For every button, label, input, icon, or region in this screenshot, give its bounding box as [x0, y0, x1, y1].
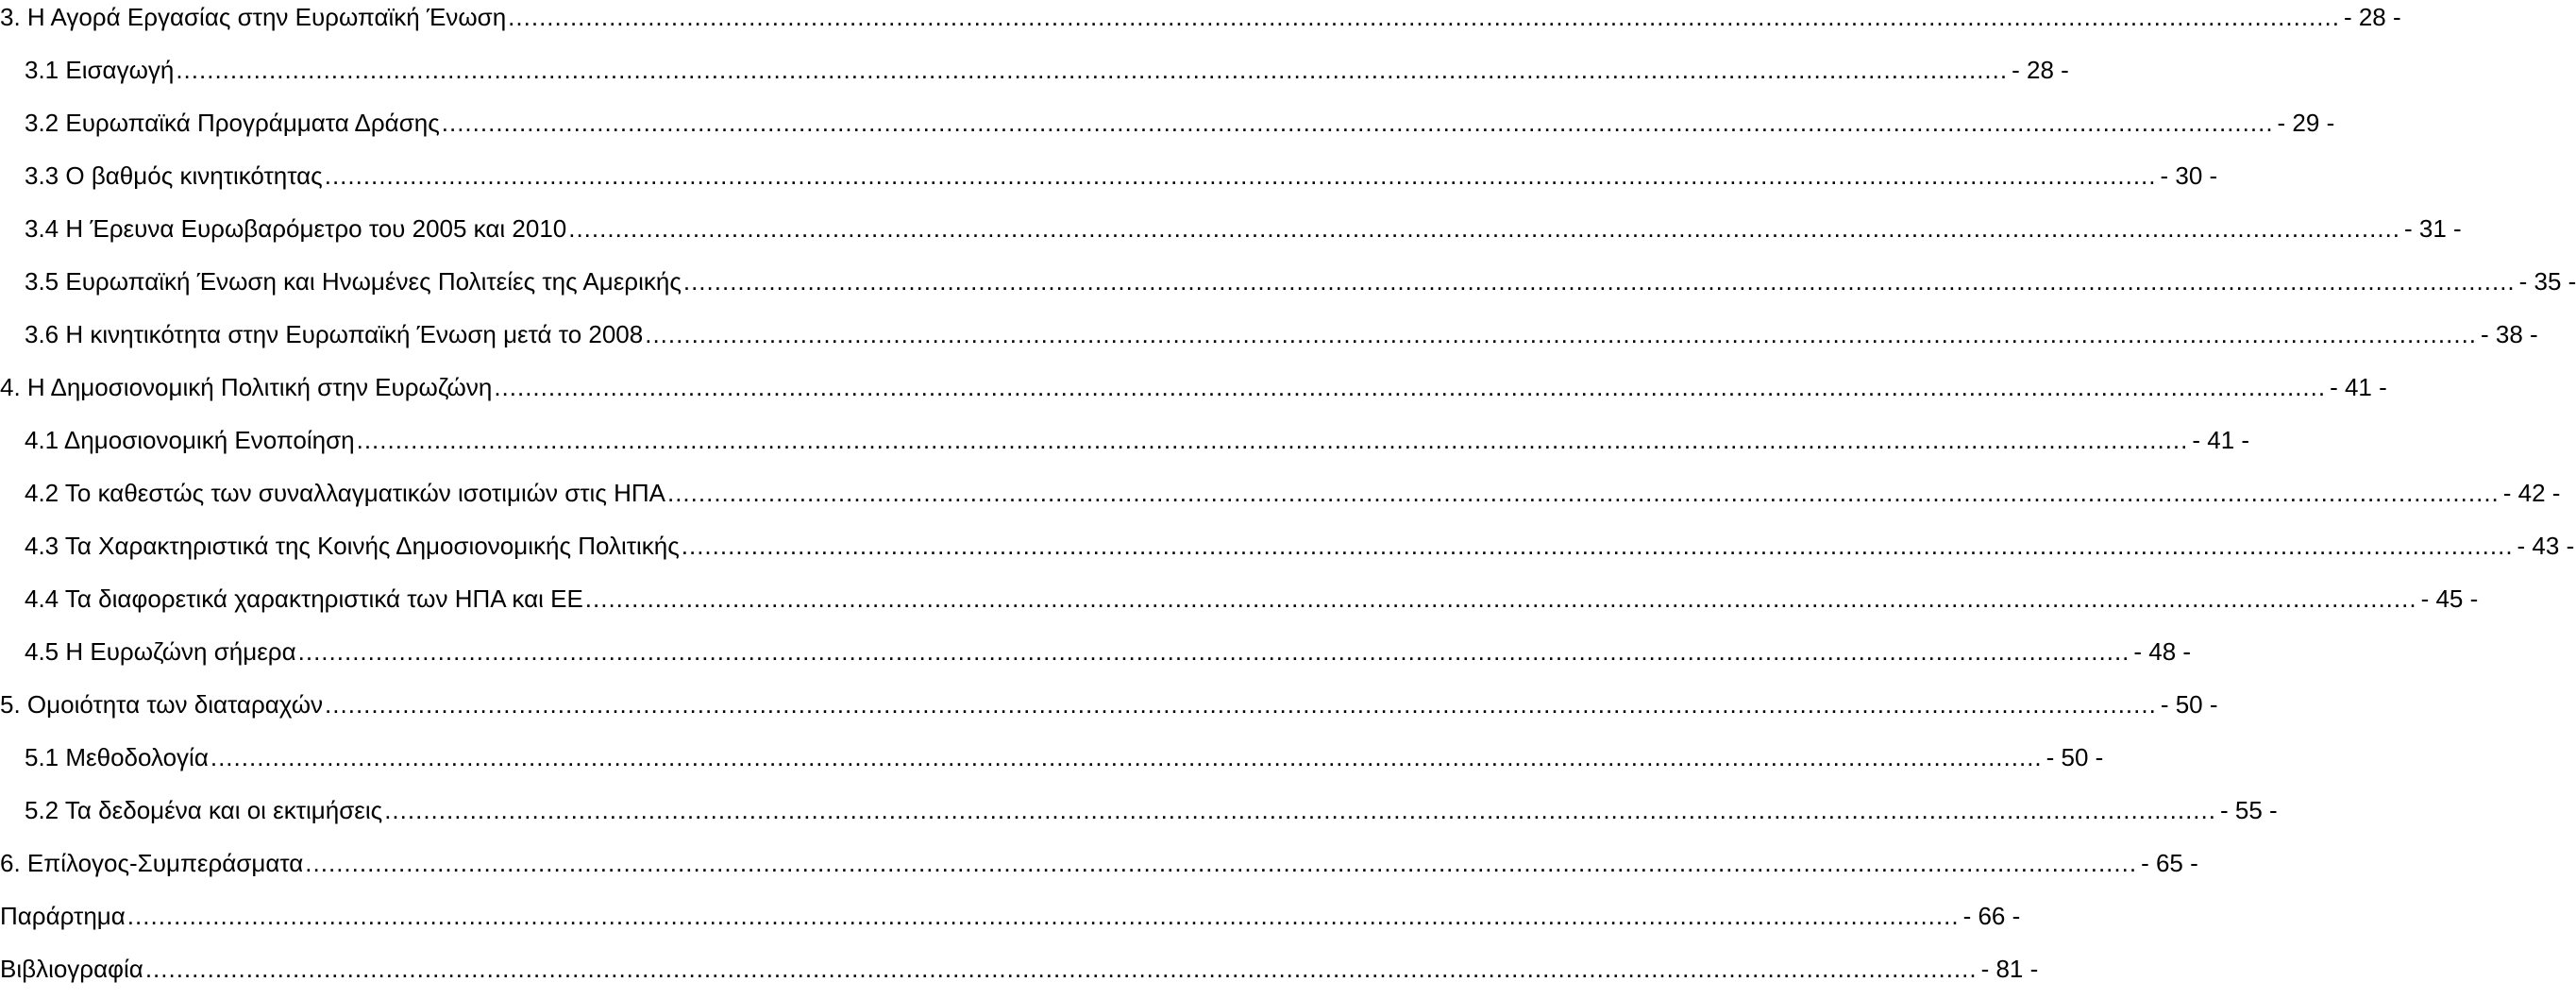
toc-entry-title: 3.1 Εισαγωγή	[25, 56, 175, 84]
toc-entry-title: Παράρτημα	[0, 902, 126, 930]
dot-leader	[145, 950, 1978, 988]
dot-leader	[176, 51, 2008, 89]
toc-entry[interactable]	[0, 686, 2218, 723]
dot-leader	[357, 421, 2189, 459]
toc-entry-page: - 48 -	[2133, 637, 2192, 666]
toc-entry-page: - 65 -	[2141, 849, 2198, 877]
toc-entry-title: 4.4 Τα διαφορετικά χαρακτηριστικά των ΗΠΑ και ΕΕ	[25, 584, 583, 613]
toc-entry-page: - 28 -	[2012, 56, 2069, 84]
toc-entry[interactable]	[0, 791, 2278, 829]
toc-entry-title: 5.1 Μεθοδολογία	[25, 743, 209, 771]
toc-entry-page: - 55 -	[2219, 796, 2278, 824]
toc-entry-page: - 30 -	[2160, 161, 2218, 190]
toc-entry-page: - 81 -	[1980, 955, 2039, 983]
toc-entry-title: 3.2 Ευρωπαϊκά Προγράμματα Δράσης	[25, 109, 440, 137]
toc-entry-title: 5.2 Τα δεδομένα και οι εκτιμήσεις	[25, 796, 383, 824]
toc-entry-title: 3.3 Ο βαθμός κινητικότητας	[25, 161, 323, 190]
toc-entry-page: - 41 -	[2192, 426, 2250, 454]
toc-entry[interactable]	[0, 262, 2576, 300]
toc-entry-page: - 50 -	[2160, 690, 2218, 719]
toc-entry-title: 5. Ομοιότητα των διαταραχών	[0, 690, 324, 719]
dot-leader	[585, 580, 2417, 618]
toc-entry-page: - 28 -	[2343, 3, 2401, 31]
toc-entry-title: 3.6 Η κινητικότητα στην Ευρωπαϊκή Ένωση μετά το 2008	[25, 320, 644, 348]
dot-leader	[127, 897, 1960, 935]
dot-leader	[667, 474, 2500, 512]
dot-leader	[298, 633, 2130, 670]
toc-entry-page: - 50 -	[2046, 743, 2104, 771]
toc-entry[interactable]	[0, 633, 2192, 670]
toc-entry-page: - 66 -	[1962, 902, 2021, 930]
toc-entry-page: - 38 -	[2481, 320, 2538, 348]
toc-entry[interactable]	[0, 580, 2479, 618]
toc-entry-page: - 31 -	[2404, 214, 2462, 243]
toc-entry-title: 4.2 Το καθεστώς των συναλλαγματικών ισοτιμιών στις ΗΠΑ	[25, 479, 665, 507]
toc-entry-title: 4.3 Τα Χαρακτηριστικά της Κοινής Δημοσιονομικής Πολιτικής	[25, 532, 680, 560]
dot-leader	[683, 262, 2516, 300]
toc-entry-title: 3.5 Ευρωπαϊκή Ένωση και Ηνωμένες Πολιτείες της Αμερικής	[25, 267, 682, 296]
toc-entry-title: 3.4 Η Έρευνα Ευρωβαρόμετρο του 2005 και 2010	[25, 214, 567, 243]
toc-entry[interactable]	[0, 157, 2218, 195]
dot-leader	[384, 791, 2216, 829]
toc-entry[interactable]	[0, 315, 2538, 353]
dot-leader	[682, 527, 2514, 565]
dot-leader	[325, 686, 2157, 723]
dot-leader	[568, 210, 2400, 247]
dot-leader	[645, 315, 2477, 353]
toc-entry[interactable]	[0, 104, 2335, 142]
toc-entry-title: 6. Επίλογος-Συμπεράσματα	[0, 849, 304, 877]
toc-entry[interactable]	[0, 738, 2104, 776]
dot-leader	[494, 368, 2326, 406]
dot-leader	[305, 844, 2137, 882]
toc-entry-page: - 29 -	[2277, 109, 2335, 137]
toc-entry-title: Βιβλιογραφία	[0, 955, 143, 983]
toc-entry-title: 3. Η Αγορά Εργασίας στην Ευρωπαϊκή Ένωση	[0, 3, 507, 31]
toc-entry[interactable]	[0, 210, 2462, 247]
toc-entry-page: - 41 -	[2330, 373, 2387, 401]
dot-leader	[210, 738, 2043, 776]
toc-entry[interactable]	[0, 421, 2250, 459]
toc-entry[interactable]	[0, 474, 2561, 512]
toc-entry-title: 4.5 Η Ευρωζώνη σήμερα	[25, 637, 296, 666]
toc-entry[interactable]	[0, 368, 2387, 406]
dot-leader	[442, 104, 2274, 142]
toc-entry-title: 4.1 Δημοσιονομική Ενοποίηση	[25, 426, 355, 454]
toc-entry[interactable]	[0, 0, 2401, 36]
toc-entry[interactable]	[0, 527, 2575, 565]
toc-entry[interactable]	[0, 897, 2021, 935]
toc-entry-page: - 45 -	[2420, 584, 2479, 613]
dot-leader	[325, 157, 2157, 195]
dot-leader	[508, 0, 2340, 36]
toc-entry-page: - 35 -	[2518, 267, 2576, 296]
toc-entry-page: - 43 -	[2517, 532, 2575, 560]
toc-entry[interactable]	[0, 844, 2198, 882]
toc-entry[interactable]	[0, 51, 2069, 89]
toc-entry-title: 4. Η Δημοσιονομική Πολιτική στην Ευρωζώνη	[0, 373, 493, 401]
toc-entry[interactable]	[0, 950, 2039, 988]
toc-entry-page: - 42 -	[2502, 479, 2561, 507]
